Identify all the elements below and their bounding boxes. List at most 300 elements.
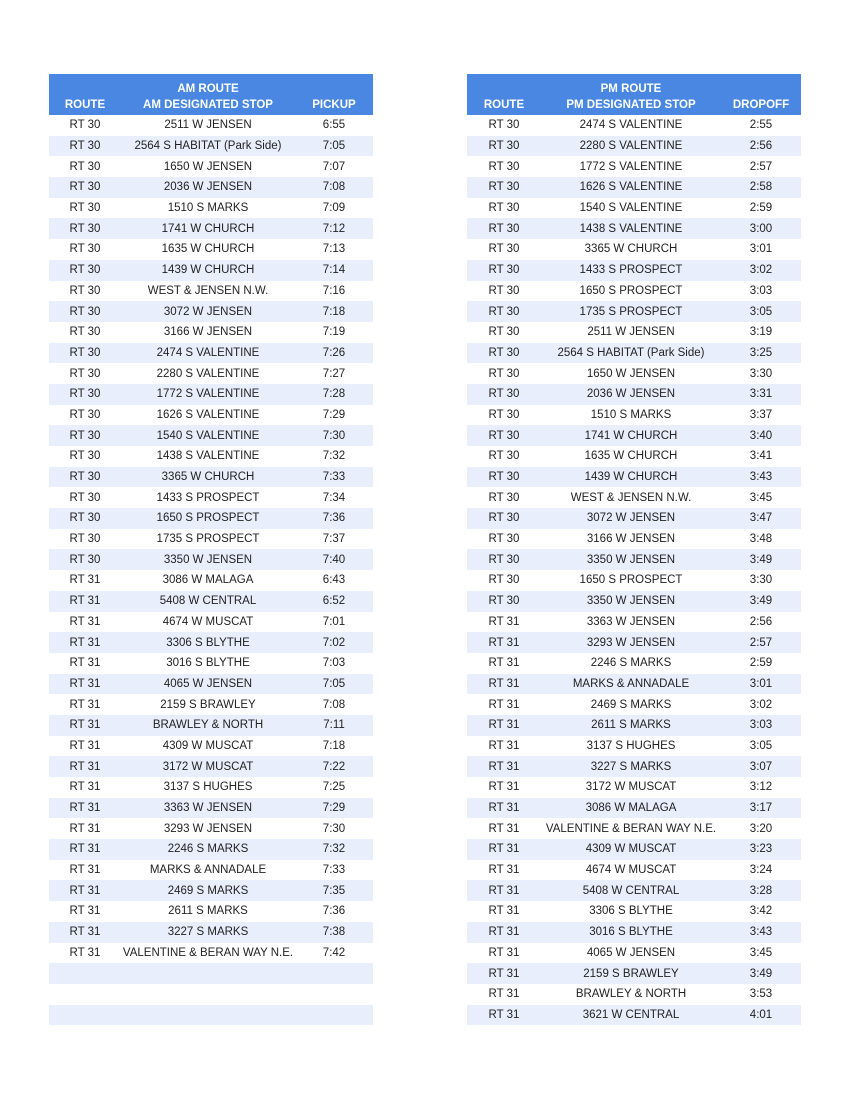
stop-cell: 1433 S PROSPECT — [121, 487, 295, 508]
stop-cell: 2511 W JENSEN — [121, 115, 295, 136]
table-row — [467, 591, 801, 612]
time-cell: 7:34 — [295, 487, 373, 508]
table-row — [49, 880, 373, 901]
stop-cell: 2564 S HABITAT (Park Side) — [541, 343, 721, 364]
table-row — [467, 343, 801, 364]
table-row — [467, 984, 801, 1005]
route-cell: RT 31 — [467, 777, 541, 798]
route-cell: RT 30 — [49, 115, 121, 136]
route-cell: RT 30 — [467, 405, 541, 426]
route-cell: RT 30 — [49, 136, 121, 157]
time-cell: 3:20 — [721, 818, 801, 839]
stop-cell: 5408 W CENTRAL — [541, 880, 721, 901]
stop-cell: 3137 S HUGHES — [121, 777, 295, 798]
time-cell: 3:25 — [721, 343, 801, 364]
route-cell: RT 30 — [49, 508, 121, 529]
route-cell: RT 30 — [467, 487, 541, 508]
stop-cell: 1626 S VALENTINE — [121, 405, 295, 426]
table-row — [467, 239, 801, 260]
route-cell: RT 30 — [49, 343, 121, 364]
table-row — [467, 570, 801, 591]
time-cell: 7:29 — [295, 405, 373, 426]
route-cell: RT 30 — [49, 218, 121, 239]
time-cell: 3:31 — [721, 384, 801, 405]
stop-cell: 3227 S MARKS — [121, 922, 295, 943]
stop-cell: 1433 S PROSPECT — [541, 260, 721, 281]
route-cell: RT 31 — [467, 839, 541, 860]
table-row — [467, 156, 801, 177]
time-cell: 3:49 — [721, 591, 801, 612]
time-cell: 3:12 — [721, 777, 801, 798]
stop-cell: 3363 W JENSEN — [541, 612, 721, 633]
route-cell: RT 31 — [467, 943, 541, 964]
time-cell: 7:08 — [295, 694, 373, 715]
time-cell: 7:18 — [295, 736, 373, 757]
time-cell: 7:01 — [295, 612, 373, 633]
stop-cell: 1650 S PROSPECT — [121, 508, 295, 529]
table-row — [49, 239, 373, 260]
stop-cell: 4065 W JENSEN — [541, 943, 721, 964]
table-row — [467, 467, 801, 488]
stop-cell: 1510 S MARKS — [121, 198, 295, 219]
time-cell: 7:40 — [295, 549, 373, 570]
stop-cell: MARKS & ANNADALE — [121, 860, 295, 881]
time-cell: 2:56 — [721, 136, 801, 157]
route-cell: RT 31 — [467, 694, 541, 715]
route-cell: RT 30 — [467, 218, 541, 239]
stop-cell: 1772 S VALENTINE — [121, 384, 295, 405]
time-cell: 7:36 — [295, 901, 373, 922]
route-cell: RT 31 — [467, 922, 541, 943]
time-cell: 3:02 — [721, 260, 801, 281]
time-cell: 3:23 — [721, 839, 801, 860]
stop-cell: 2469 S MARKS — [121, 880, 295, 901]
stop-cell: 2474 S VALENTINE — [121, 343, 295, 364]
route-cell: RT 30 — [49, 446, 121, 467]
stop-cell: 3172 W MUSCAT — [541, 777, 721, 798]
table-row — [49, 322, 373, 343]
route-cell: RT 31 — [467, 818, 541, 839]
time-cell: 3:02 — [721, 694, 801, 715]
table-row — [467, 177, 801, 198]
time-cell: 3:48 — [721, 529, 801, 550]
route-cell: RT 30 — [467, 529, 541, 550]
route-cell: RT 31 — [467, 984, 541, 1005]
time-cell: 7:36 — [295, 508, 373, 529]
table-row — [49, 177, 373, 198]
table-row — [49, 591, 373, 612]
time-cell: 3:17 — [721, 798, 801, 819]
route-cell: RT 31 — [467, 860, 541, 881]
route-cell — [49, 1005, 121, 1026]
table-row — [467, 508, 801, 529]
am-route-header: ROUTE — [49, 95, 121, 115]
stop-cell: 2564 S HABITAT (Park Side) — [121, 136, 295, 157]
route-cell: RT 30 — [467, 549, 541, 570]
route-cell: RT 31 — [49, 612, 121, 633]
stop-cell: 1510 S MARKS — [541, 405, 721, 426]
time-cell: 3:30 — [721, 570, 801, 591]
table-row — [467, 281, 801, 302]
pm-table-body — [467, 115, 801, 1025]
time-cell: 3:37 — [721, 405, 801, 426]
stop-cell: 3172 W MUSCAT — [121, 756, 295, 777]
route-cell: RT 31 — [49, 922, 121, 943]
time-cell: 7:26 — [295, 343, 373, 364]
route-cell: RT 30 — [49, 239, 121, 260]
table-row — [49, 343, 373, 364]
table-row — [467, 218, 801, 239]
time-cell: 7:38 — [295, 922, 373, 943]
stop-cell: 2511 W JENSEN — [541, 322, 721, 343]
stop-cell: 4309 W MUSCAT — [541, 839, 721, 860]
stop-cell: 3350 W JENSEN — [541, 591, 721, 612]
stop-cell: 2611 S MARKS — [541, 715, 721, 736]
route-cell: RT 30 — [467, 239, 541, 260]
route-cell: RT 30 — [467, 301, 541, 322]
stop-cell: 2159 S BRAWLEY — [121, 694, 295, 715]
route-cell — [49, 963, 121, 984]
route-cell: RT 30 — [49, 549, 121, 570]
stop-cell: 3306 S BLYTHE — [541, 901, 721, 922]
time-cell: 3:19 — [721, 322, 801, 343]
time-cell: 3:45 — [721, 487, 801, 508]
time-cell: 3:53 — [721, 984, 801, 1005]
route-cell: RT 31 — [49, 591, 121, 612]
table-row — [49, 818, 373, 839]
route-cell: RT 30 — [467, 467, 541, 488]
route-cell: RT 30 — [467, 384, 541, 405]
route-cell: RT 30 — [467, 570, 541, 591]
stop-cell: 2611 S MARKS — [121, 901, 295, 922]
stop-cell — [121, 984, 295, 1005]
table-row — [467, 963, 801, 984]
time-cell: 7:28 — [295, 384, 373, 405]
table-row — [467, 756, 801, 777]
table-row — [467, 777, 801, 798]
table-row — [467, 529, 801, 550]
table-row — [49, 425, 373, 446]
table-row — [467, 674, 801, 695]
route-cell: RT 31 — [467, 880, 541, 901]
table-row — [49, 198, 373, 219]
time-cell: 3:03 — [721, 281, 801, 302]
stop-cell: 3293 W JENSEN — [541, 632, 721, 653]
route-cell: RT 30 — [49, 281, 121, 302]
route-cell: RT 30 — [49, 405, 121, 426]
route-cell: RT 30 — [467, 508, 541, 529]
route-cell: RT 31 — [467, 612, 541, 633]
table-row — [49, 612, 373, 633]
stop-cell: 3363 W JENSEN — [121, 798, 295, 819]
route-cell: RT 30 — [49, 487, 121, 508]
table-row — [49, 798, 373, 819]
time-cell: 7:11 — [295, 715, 373, 736]
table-row — [467, 301, 801, 322]
table-row — [467, 839, 801, 860]
stop-cell: 5408 W CENTRAL — [121, 591, 295, 612]
pm-dropoff-header: DROPOFF — [721, 95, 801, 115]
time-cell: 3:01 — [721, 674, 801, 695]
route-cell: RT 30 — [467, 343, 541, 364]
table-row — [467, 922, 801, 943]
time-cell: 2:57 — [721, 156, 801, 177]
time-cell: 3:28 — [721, 880, 801, 901]
stop-cell: 1735 S PROSPECT — [121, 529, 295, 550]
time-cell: 7:37 — [295, 529, 373, 550]
table-row — [467, 632, 801, 653]
table-row — [49, 405, 373, 426]
route-cell: RT 31 — [467, 674, 541, 695]
time-cell: 7:27 — [295, 363, 373, 384]
stop-cell: 1439 W CHURCH — [541, 467, 721, 488]
table-row — [49, 984, 373, 1005]
route-cell: RT 30 — [467, 363, 541, 384]
am-route-table — [49, 74, 373, 1025]
table-row — [49, 115, 373, 136]
table-row — [467, 384, 801, 405]
time-cell: 6:43 — [295, 570, 373, 591]
stop-cell: 1772 S VALENTINE — [541, 156, 721, 177]
route-cell: RT 31 — [467, 715, 541, 736]
table-row — [467, 260, 801, 281]
table-row — [467, 446, 801, 467]
route-cell: RT 30 — [49, 529, 121, 550]
stop-cell: BRAWLEY & NORTH — [541, 984, 721, 1005]
table-row — [49, 136, 373, 157]
stop-cell: 1650 W JENSEN — [121, 156, 295, 177]
stop-cell: 1741 W CHURCH — [541, 425, 721, 446]
stop-cell: 1540 S VALENTINE — [121, 425, 295, 446]
time-cell: 7:33 — [295, 467, 373, 488]
route-cell: RT 31 — [49, 818, 121, 839]
table-row — [467, 198, 801, 219]
stop-cell: 3166 W JENSEN — [121, 322, 295, 343]
table-row — [467, 943, 801, 964]
stop-cell: 3086 W MALAGA — [121, 570, 295, 591]
time-cell: 3:00 — [721, 218, 801, 239]
table-row — [49, 756, 373, 777]
table-row — [49, 715, 373, 736]
route-cell: RT 31 — [49, 880, 121, 901]
time-cell: 7:16 — [295, 281, 373, 302]
time-cell — [295, 963, 373, 984]
time-cell: 3:43 — [721, 922, 801, 943]
route-cell: RT 30 — [49, 177, 121, 198]
table-row — [49, 736, 373, 757]
time-cell: 7:07 — [295, 156, 373, 177]
route-cell: RT 31 — [467, 736, 541, 757]
table-row — [49, 653, 373, 674]
stop-cell: MARKS & ANNADALE — [541, 674, 721, 695]
time-cell: 7:18 — [295, 301, 373, 322]
time-cell: 2:58 — [721, 177, 801, 198]
table-row — [467, 901, 801, 922]
route-cell: RT 31 — [49, 674, 121, 695]
table-row — [49, 922, 373, 943]
route-cell: RT 31 — [49, 756, 121, 777]
time-cell: 7:33 — [295, 860, 373, 881]
stop-cell — [121, 963, 295, 984]
time-cell: 3:01 — [721, 239, 801, 260]
route-cell: RT 31 — [49, 860, 121, 881]
time-cell: 3:49 — [721, 963, 801, 984]
table-row — [467, 115, 801, 136]
time-cell: 7:09 — [295, 198, 373, 219]
table-row — [49, 694, 373, 715]
time-cell: 7:19 — [295, 322, 373, 343]
time-cell: 7:30 — [295, 818, 373, 839]
time-cell: 3:05 — [721, 301, 801, 322]
table-row — [49, 943, 373, 964]
route-cell: RT 30 — [49, 384, 121, 405]
stop-cell: BRAWLEY & NORTH — [121, 715, 295, 736]
table-row — [467, 425, 801, 446]
route-cell — [49, 984, 121, 1005]
table-row — [467, 549, 801, 570]
route-cell: RT 31 — [467, 901, 541, 922]
time-cell: 7:32 — [295, 446, 373, 467]
stop-cell: 1650 S PROSPECT — [541, 281, 721, 302]
route-cell: RT 30 — [467, 425, 541, 446]
am-table-body — [49, 115, 373, 1025]
stop-cell: 3072 W JENSEN — [541, 508, 721, 529]
table-row — [49, 467, 373, 488]
route-cell: RT 31 — [49, 694, 121, 715]
stop-cell: 1439 W CHURCH — [121, 260, 295, 281]
time-cell: 7:12 — [295, 218, 373, 239]
stop-cell: 3621 W CENTRAL — [541, 1005, 721, 1026]
route-cell: RT 30 — [49, 425, 121, 446]
route-cell: RT 30 — [467, 177, 541, 198]
stop-cell: 4065 W JENSEN — [121, 674, 295, 695]
table-row — [467, 363, 801, 384]
pm-stop-header: PM DESIGNATED STOP — [541, 95, 721, 115]
time-cell: 7:05 — [295, 674, 373, 695]
stop-cell: 4309 W MUSCAT — [121, 736, 295, 757]
time-cell: 7:02 — [295, 632, 373, 653]
table-row — [49, 549, 373, 570]
table-row — [49, 508, 373, 529]
stop-cell: 1650 W JENSEN — [541, 363, 721, 384]
time-cell: 3:47 — [721, 508, 801, 529]
stop-cell: 2036 W JENSEN — [541, 384, 721, 405]
pm-route-table — [467, 74, 801, 1025]
time-cell: 7:42 — [295, 943, 373, 964]
route-cell: RT 30 — [467, 115, 541, 136]
table-row — [49, 301, 373, 322]
table-row — [49, 156, 373, 177]
time-cell: 6:52 — [295, 591, 373, 612]
time-cell: 7:03 — [295, 653, 373, 674]
stop-cell: WEST & JENSEN N.W. — [541, 487, 721, 508]
route-cell: RT 31 — [49, 570, 121, 591]
route-cell: RT 30 — [467, 591, 541, 612]
time-cell: 7:35 — [295, 880, 373, 901]
route-cell: RT 31 — [49, 715, 121, 736]
stop-cell: 1735 S PROSPECT — [541, 301, 721, 322]
table-row — [49, 446, 373, 467]
time-cell: 7:22 — [295, 756, 373, 777]
table-row — [49, 218, 373, 239]
route-cell: RT 30 — [49, 301, 121, 322]
stop-cell: 3137 S HUGHES — [541, 736, 721, 757]
stop-cell: 3293 W JENSEN — [121, 818, 295, 839]
stop-cell: 2159 S BRAWLEY — [541, 963, 721, 984]
time-cell: 3:40 — [721, 425, 801, 446]
table-row — [467, 860, 801, 881]
time-cell: 7:29 — [295, 798, 373, 819]
route-cell: RT 30 — [49, 467, 121, 488]
time-cell: 3:03 — [721, 715, 801, 736]
table-row — [49, 281, 373, 302]
route-cell: RT 30 — [467, 198, 541, 219]
route-cell: RT 30 — [467, 136, 541, 157]
stop-cell: 3016 S BLYTHE — [121, 653, 295, 674]
route-cell: RT 30 — [49, 322, 121, 343]
table-row — [49, 632, 373, 653]
time-cell: 7:25 — [295, 777, 373, 798]
stop-cell: 2246 S MARKS — [541, 653, 721, 674]
time-cell: 2:57 — [721, 632, 801, 653]
route-cell: RT 30 — [49, 363, 121, 384]
time-cell: 2:59 — [721, 198, 801, 219]
stop-cell — [121, 1005, 295, 1026]
route-cell: RT 31 — [467, 963, 541, 984]
stop-cell: 1438 S VALENTINE — [121, 446, 295, 467]
table-row — [49, 363, 373, 384]
table-row — [467, 818, 801, 839]
time-cell: 3:24 — [721, 860, 801, 881]
route-cell: RT 31 — [467, 632, 541, 653]
am-stop-header: AM DESIGNATED STOP — [121, 95, 295, 115]
route-cell: RT 31 — [49, 901, 121, 922]
stop-cell: 3016 S BLYTHE — [541, 922, 721, 943]
table-row — [49, 860, 373, 881]
table-row — [49, 901, 373, 922]
table-row — [49, 1005, 373, 1026]
time-cell: 7:08 — [295, 177, 373, 198]
stop-cell: 3072 W JENSEN — [121, 301, 295, 322]
route-cell: RT 31 — [49, 632, 121, 653]
time-cell: 3:07 — [721, 756, 801, 777]
table-row — [467, 612, 801, 633]
stop-cell: 2469 S MARKS — [541, 694, 721, 715]
table-row — [467, 694, 801, 715]
time-cell: 7:32 — [295, 839, 373, 860]
table-row — [467, 1005, 801, 1026]
route-cell: RT 30 — [49, 156, 121, 177]
route-cell: RT 31 — [467, 756, 541, 777]
stop-cell: 2280 S VALENTINE — [121, 363, 295, 384]
stop-cell: 1438 S VALENTINE — [541, 218, 721, 239]
stop-cell: 1626 S VALENTINE — [541, 177, 721, 198]
route-cell: RT 30 — [467, 322, 541, 343]
table-row — [467, 798, 801, 819]
table-row — [467, 405, 801, 426]
time-cell: 3:43 — [721, 467, 801, 488]
stop-cell: 1635 W CHURCH — [541, 446, 721, 467]
time-cell: 7:30 — [295, 425, 373, 446]
stop-cell: 3350 W JENSEN — [541, 549, 721, 570]
time-cell: 2:59 — [721, 653, 801, 674]
time-cell: 2:56 — [721, 612, 801, 633]
route-cell: RT 30 — [467, 260, 541, 281]
stop-cell: 1650 S PROSPECT — [541, 570, 721, 591]
stop-cell: 1540 S VALENTINE — [541, 198, 721, 219]
table-row — [467, 322, 801, 343]
route-cell: RT 30 — [49, 198, 121, 219]
